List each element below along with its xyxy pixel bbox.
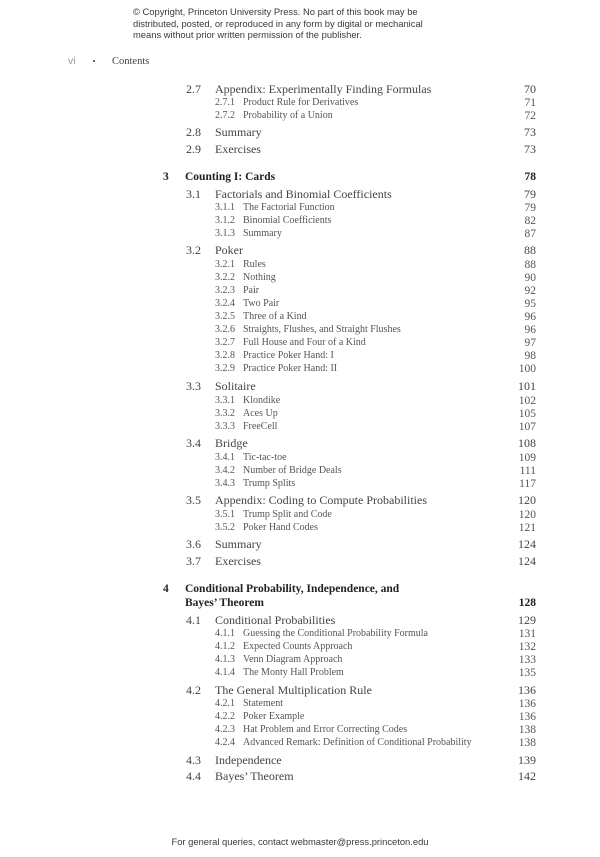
toc-entry-page: 82 [524, 215, 536, 227]
bullet-separator: • [92, 56, 96, 66]
toc-entry-title: Rules [243, 259, 266, 270]
toc-entry-page: 124 [518, 554, 536, 568]
toc-entry-title: Bayes’ Theorem [215, 769, 294, 783]
toc-entry-number: 2.7.1 [215, 97, 235, 108]
toc-entry-page: 73 [524, 125, 536, 139]
toc-entry-title: Klondike [243, 395, 281, 406]
toc-entry-title: Two Pair [243, 298, 280, 309]
toc-entry-page: 138 [518, 737, 536, 749]
toc-entry-title: Poker Example [243, 711, 305, 722]
toc-entry-number: 2.9 [186, 142, 201, 156]
copyright-line: distributed, posted, or reproduced in any form by digital or mechanical [133, 17, 423, 29]
toc-entry-number: 3.3.2 [215, 408, 235, 419]
toc-entry-title: Full House and Four of a Kind [243, 337, 366, 348]
toc-entry-title: Number of Bridge Deals [243, 465, 342, 476]
toc-entry-number: 2.8 [186, 125, 201, 139]
footer-notice: For general queries, contact webmaster@press.princeton.edu [171, 836, 429, 847]
toc-entry-page: 88 [524, 243, 536, 257]
toc-entry-page: 88 [524, 259, 536, 271]
toc-entry-page: 139 [518, 753, 536, 767]
toc-entry-number: 3.1 [186, 187, 201, 201]
toc-entry-page: 107 [518, 421, 536, 433]
toc-entry-number: 4.3 [186, 753, 201, 767]
toc-entry-page: 92 [524, 285, 536, 297]
toc-entry-title: Trump Split and Code [243, 509, 332, 520]
toc-entry-page: 95 [524, 298, 536, 310]
toc-entry-title: Expected Counts Approach [243, 641, 353, 652]
toc-entry-page: 135 [518, 667, 536, 679]
toc-entry-number: 3.7 [186, 554, 201, 568]
toc-entry-page: 102 [518, 395, 536, 407]
toc-entry-title: Conditional Probability, Independence, and [185, 583, 400, 595]
toc-entry-title: Product Rule for Derivatives [243, 97, 359, 108]
toc-entry-number: 3.2.7 [215, 337, 235, 348]
toc-entry-page: 124 [518, 537, 536, 551]
toc-entry-number: 4.1.3 [215, 654, 235, 665]
toc-entry-title: Factorials and Binomial Coefficients [215, 187, 392, 201]
toc-entry-number: 2.7 [186, 82, 201, 96]
toc-entry-title: Nothing [243, 272, 276, 283]
toc-entry-page: 120 [518, 509, 536, 521]
toc-entry-title: Trump Splits [243, 478, 296, 489]
toc-entry-page: 120 [518, 493, 536, 507]
toc-entry-number: 3.3 [186, 379, 201, 393]
toc-entry-number: 4.1.2 [215, 641, 235, 652]
toc-entry-page: 71 [524, 97, 536, 109]
toc-entry-title: Conditional Probabilities [215, 613, 336, 627]
toc-entry-number: 4.1 [186, 613, 201, 627]
toc-entry-number: 3.2.6 [215, 324, 235, 335]
toc-entry-title: Probability of a Union [243, 110, 333, 121]
toc-entry-title: Venn Diagram Approach [243, 654, 343, 665]
toc-entry-title: Pair [243, 285, 260, 296]
toc-entry-page: 100 [518, 363, 536, 375]
toc-entry-number: 3.5.1 [215, 509, 235, 520]
toc-entry-page: 90 [524, 272, 536, 284]
toc-entry-number: 3.4.2 [215, 465, 235, 476]
toc-entry-page: 105 [518, 408, 536, 420]
page-number: vi [68, 55, 76, 67]
toc-entry-title: Bayes’ Theorem [185, 597, 264, 609]
copyright-line: © Copyright, Princeton University Press. No part of this book may be [133, 6, 418, 17]
toc-entry-page: 121 [518, 522, 536, 534]
copyright-line: means without prior written permission of the publisher. [133, 29, 362, 41]
toc-entry-number: 3.6 [186, 537, 201, 551]
toc-entry-title: Exercises [215, 142, 261, 156]
toc-entry-number: 3.4 [186, 436, 201, 450]
toc-entry-number: 3.2.2 [215, 272, 235, 283]
toc-entry-title: Straights, Flushes, and Straight Flushes [243, 324, 401, 335]
toc-entry-title: Practice Poker Hand: II [243, 363, 338, 374]
toc-entry-number: 3.2 [186, 243, 201, 257]
toc-entry-page: 111 [519, 465, 536, 477]
copyright-notice [133, 6, 463, 41]
toc-entry-title: Appendix: Coding to Compute Probabilities [215, 493, 427, 507]
toc-entry-page: 109 [518, 452, 536, 464]
toc-entry-page: 142 [518, 769, 536, 783]
toc-entry-page: 96 [524, 311, 536, 323]
toc-entry-number: 4.1.4 [215, 667, 235, 678]
toc-entry-title: Poker Hand Codes [243, 522, 318, 533]
toc-entry-title: Statement [243, 698, 283, 709]
toc-entry-page: 136 [518, 683, 536, 697]
toc-entry-page: 132 [518, 641, 536, 653]
toc-entry-number: 3.2.1 [215, 259, 235, 270]
toc-entry-title: Practice Poker Hand: I [243, 350, 334, 361]
toc-entry-number: 3.2.3 [215, 285, 235, 296]
toc-entry-number: 4.4 [186, 769, 201, 783]
toc-entry-number: 3.2.9 [215, 363, 235, 374]
toc-entry-title: Hat Problem and Error Correcting Codes [243, 724, 408, 735]
toc-entry-title: Poker [215, 243, 243, 257]
toc-entry-number: 3.4.1 [215, 452, 235, 463]
toc-entry-number: 4.2.2 [215, 711, 235, 722]
toc-entry-title: Appendix: Experimentally Finding Formulas [215, 82, 432, 96]
toc-entry-title: Solitaire [215, 379, 256, 393]
toc-entry-number: 3.5.2 [215, 522, 235, 533]
toc-entry-title: Tic-tac-toe [243, 452, 287, 463]
toc-entry-number: 3.1.2 [215, 215, 235, 226]
toc-entry-number: 3.1.1 [215, 202, 235, 213]
toc-entry-number: 4.2.3 [215, 724, 235, 735]
toc-entry-page: 108 [518, 436, 536, 450]
toc-entry-number: 3.2.5 [215, 311, 235, 322]
toc-entry-page: 70 [524, 82, 536, 96]
toc-entry-title: Independence [215, 753, 282, 767]
toc-entry-title: Bridge [215, 436, 248, 450]
toc-entry-title: Summary [215, 537, 262, 551]
toc-entry-title: Summary [215, 125, 262, 139]
toc-entry-title: Exercises [215, 554, 261, 568]
toc-entry-page: 98 [524, 350, 536, 362]
toc-entry-number: 4 [163, 583, 169, 595]
toc-entry-page: 97 [524, 337, 536, 349]
toc-entry-number: 2.7.2 [215, 110, 235, 121]
toc-entry-number: 3.2.8 [215, 350, 235, 361]
toc-entry-page: 138 [518, 724, 536, 736]
toc-entry-number: 3.3.3 [215, 421, 235, 432]
toc-entry-number: 4.2 [186, 683, 201, 697]
toc-entry-page: 133 [518, 654, 536, 666]
toc-entry-title: FreeCell [243, 421, 278, 432]
running-head [68, 54, 149, 68]
toc-entry-number: 4.1.1 [215, 628, 235, 639]
toc-entry-title: The Monty Hall Problem [243, 667, 344, 678]
toc-entry-title: Counting I: Cards [185, 171, 276, 183]
toc-entry-number: 3.3.1 [215, 395, 235, 406]
toc-entry-page: 79 [524, 187, 536, 201]
toc-entry-page: 101 [518, 379, 536, 393]
toc-entry-page: 117 [519, 478, 536, 490]
toc-entry-page: 131 [518, 628, 536, 640]
toc-entry-number: 3 [163, 171, 169, 183]
toc-entry-number: 3.4.3 [215, 478, 235, 489]
toc-entry-page: 87 [524, 228, 536, 240]
toc-entry-number: 4.2.4 [215, 737, 235, 748]
toc-entry-page: 136 [518, 711, 536, 723]
toc-entry-title: Guessing the Conditional Probability Formula [243, 628, 428, 639]
toc-entry-title: The Factorial Function [243, 202, 335, 213]
toc-entry-number: 4.2.1 [215, 698, 235, 709]
toc-entry-number: 3.2.4 [215, 298, 235, 309]
toc-entry-page: 79 [524, 202, 536, 214]
toc-entry-title: Advanced Remark: Definition of Conditional Probability [243, 737, 472, 748]
toc-entry-number: 3.1.3 [215, 228, 235, 239]
toc-entry-page: 73 [524, 142, 536, 156]
toc-entry-page: 128 [518, 597, 536, 609]
toc-entry-page: 78 [524, 171, 536, 183]
toc-entry-number: 3.5 [186, 493, 201, 507]
toc-entry-title: Binomial Coefficients [243, 215, 332, 226]
toc-entry-page: 96 [524, 324, 536, 336]
toc-entry-title: Three of a Kind [243, 311, 307, 322]
toc-entry-page: 129 [518, 613, 536, 627]
toc-entry-title: The General Multiplication Rule [215, 683, 372, 697]
toc-entry-page: 72 [524, 110, 536, 122]
toc-entry-page: 136 [518, 698, 536, 710]
toc-entry-title: Summary [243, 228, 282, 239]
running-head-title: Contents [112, 55, 150, 67]
toc-entry-title: Aces Up [243, 408, 278, 419]
